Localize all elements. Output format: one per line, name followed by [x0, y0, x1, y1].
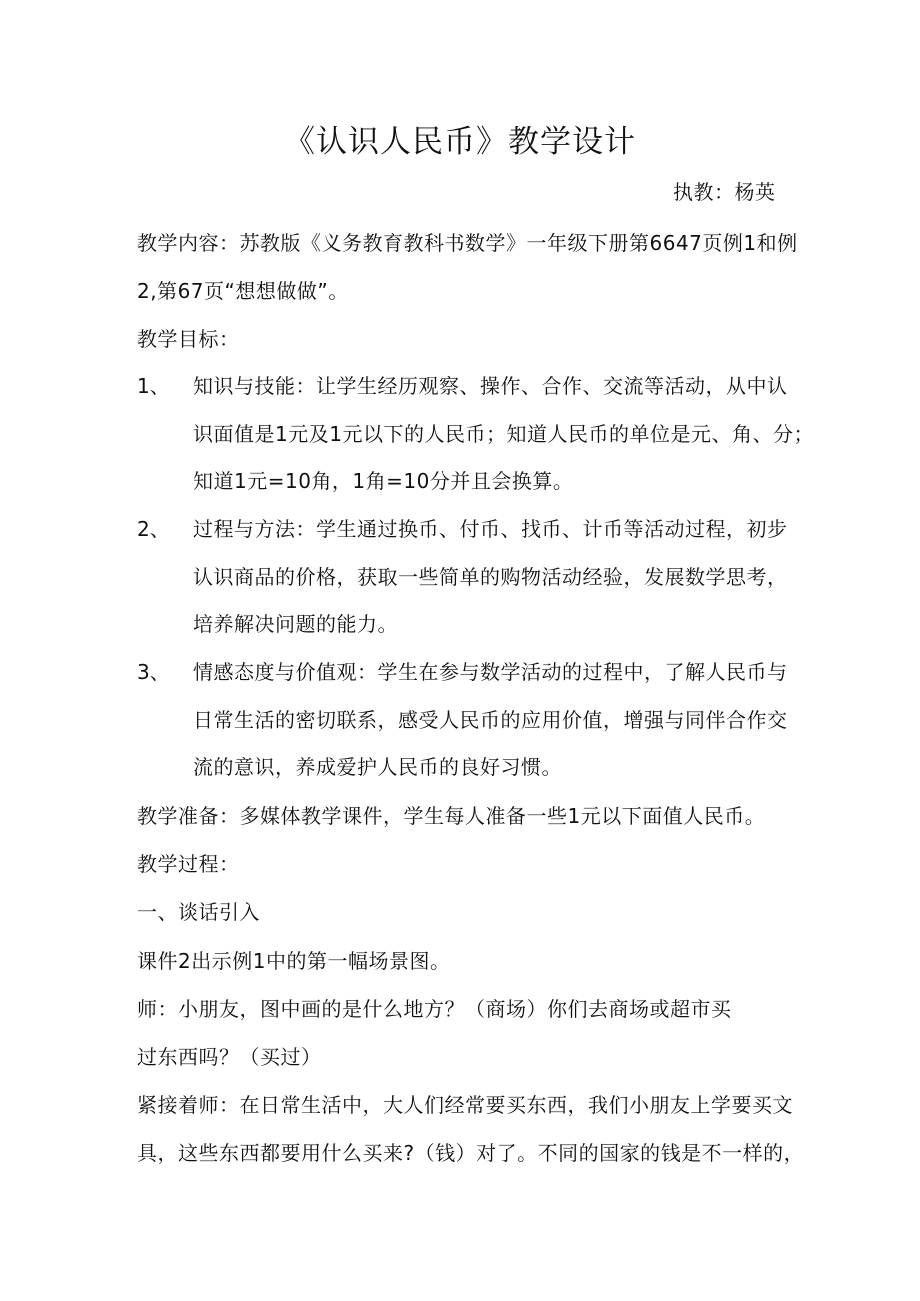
paragraph-2-line-1: 师：小朋友，图中画的是什么地方？（商场）你们去商场或超市买: [137, 997, 732, 1021]
goal-2-line-1: 过程与方法：学生通过换币、付币、找币、计币等活动过程，初步: [193, 517, 788, 541]
goal-1-line-3: 知道1元=10角，1角=10分并且会换算。: [193, 469, 574, 493]
paragraph-3-line-1: 紧接着师：在日常生活中，大人们经常要买东西，我们小朋友上学要买文: [137, 1093, 793, 1117]
content-line-1: 教学内容：苏教版《义务教育教科书数学》一年级下册第6647页例1和例: [137, 231, 798, 255]
goals-heading: 教学目标：: [137, 327, 240, 351]
section-1-heading: 一、谈话引入: [137, 900, 260, 924]
process-heading: 教学过程：: [137, 852, 240, 876]
goal-3-line-2: 日常生活的密切联系，感受人民币的应用价值，增强与同伴合作交: [193, 708, 788, 732]
paragraph-3-line-2: 具，这些东西都要用什么买来?（钱）对了。不同的国家的钱是不一样的，: [137, 1141, 805, 1165]
goal-2-line-3: 培养解决问题的能力。: [193, 612, 398, 636]
goal-3-number: 3、: [137, 660, 170, 684]
paragraph-2-line-2: 过东西吗？（买过）: [137, 1045, 322, 1069]
goal-2-line-2: 认识商品的价格，获取一些简单的购物活动经验，发展数学思考，: [193, 565, 788, 589]
paragraph-1: 课件2出示例1中的第一幅场景图。: [137, 949, 451, 973]
goal-1-number: 1、: [137, 374, 170, 398]
content-line-2: 2,第67页“想想做做”。: [137, 279, 349, 303]
document-title: 《认识人民币》教学设计: [284, 124, 636, 160]
author-line: 执教：杨英: [673, 180, 776, 204]
preparation-line: 教学准备：多媒体教学课件，学生每人准备一些1元以下面值人民币。: [137, 804, 766, 828]
goal-1-line-1: 知识与技能：让学生经历观察、操作、合作、交流等活动，从中认: [193, 374, 788, 398]
goal-3-line-1: 情感态度与价值观：学生在参与数学活动的过程中，了解人民币与: [193, 660, 788, 684]
goal-2-number: 2、: [137, 517, 170, 541]
goal-1-line-2: 识面值是1元及1元以下的人民币；知道人民币的单位是元、角、分；: [193, 422, 814, 446]
goal-3-line-3: 流的意识，养成爱护人民币的良好习惯。: [193, 755, 562, 779]
